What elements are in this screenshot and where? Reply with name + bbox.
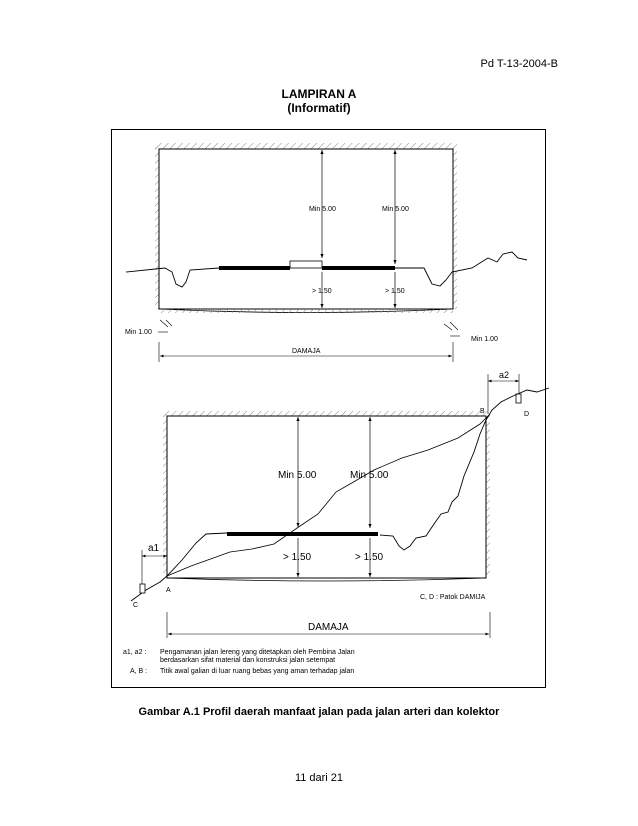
page-number: 11 dari 21 bbox=[294, 772, 344, 784]
figure-caption: Gambar A.1 Profil daerah manfaat jalan pada jalan arteri dan kolektor bbox=[138, 706, 500, 718]
legend-key-ab: A, B : bbox=[130, 668, 148, 675]
a2-label: a2 bbox=[499, 370, 510, 380]
top-clearance-right-label: > 1.50 bbox=[385, 288, 405, 295]
top-clearance-box bbox=[159, 149, 453, 309]
top-clearance-left-label: > 1.50 bbox=[312, 288, 332, 295]
top-ceiling-hatch bbox=[155, 143, 457, 149]
top-median bbox=[290, 261, 322, 268]
legend-key-a1a2: a1, a2 : bbox=[123, 649, 147, 656]
bottom-min-height-left-label: Min 5.00 bbox=[278, 470, 317, 481]
top-min-height-right-label: Min 5.00 bbox=[382, 206, 409, 213]
top-damaja-label: DAMAJA bbox=[292, 348, 321, 355]
bottom-cut-slope-line bbox=[167, 414, 490, 576]
bottom-ceiling-hatch bbox=[163, 411, 490, 416]
appendix-subtitle: (Informatif) bbox=[287, 101, 351, 115]
top-min-width-right-label: Min 1.00 bbox=[471, 336, 498, 343]
bottom-left-wall-hatch bbox=[163, 414, 167, 578]
appendix-title: LAMPIRAN A bbox=[281, 87, 357, 101]
bottom-clearance-box bbox=[167, 416, 486, 578]
bottom-damaja-label: DAMAJA bbox=[308, 622, 349, 633]
patok-c bbox=[140, 584, 145, 593]
top-min-width-left-label: Min 1.00 bbox=[125, 329, 152, 336]
bottom-min-height-right-label: Min 5.00 bbox=[350, 470, 389, 481]
top-right-wall-hatch bbox=[453, 147, 457, 309]
legend bbox=[123, 649, 355, 675]
profile-top bbox=[125, 143, 527, 362]
top-min-width-left-tick bbox=[160, 320, 172, 327]
patok-note: C, D : Patok DAMIJA bbox=[420, 594, 486, 601]
profile-bottom bbox=[131, 370, 549, 638]
legend-text-a1a2-line2: berdasarkan sifat material dan konstruksi jalan setempat bbox=[160, 657, 336, 664]
a1-label: a1 bbox=[148, 543, 160, 554]
bottom-right-wall-hatch bbox=[486, 414, 490, 578]
point-a-label: A bbox=[166, 587, 171, 594]
legend-text-ab: Titik awal galian di luar ruang bebas yang aman terhadap jalan bbox=[160, 668, 355, 675]
top-floor-hatch bbox=[159, 309, 453, 313]
patok-d bbox=[516, 394, 521, 403]
document-code: Pd T-13-2004-B bbox=[480, 58, 558, 70]
top-left-wall-hatch bbox=[155, 147, 159, 309]
top-min-width-right-tick bbox=[444, 322, 458, 330]
bottom-clearance-right-label: > 1.50 bbox=[355, 552, 384, 563]
top-min-height-left-label: Min 5.00 bbox=[309, 206, 336, 213]
point-d-label: D bbox=[524, 411, 530, 418]
legend-text-a1a2-line1: Pengamanan jalan lereng yang ditetapkan oleh Pembina Jalan bbox=[160, 649, 355, 656]
bottom-clearance-left-label: > 1.50 bbox=[283, 552, 312, 563]
point-c-label: C bbox=[133, 602, 139, 609]
